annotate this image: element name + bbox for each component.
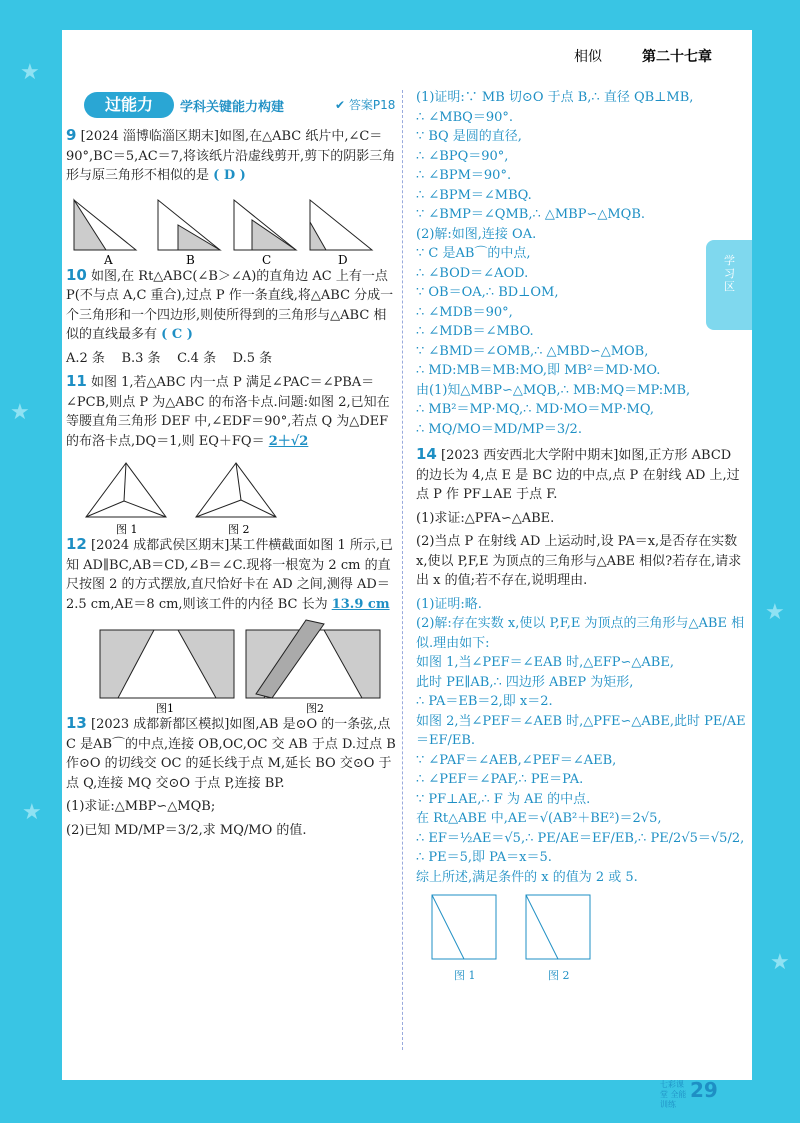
solution-line: ∴ ∠BPQ＝90°, bbox=[416, 148, 509, 164]
solution-13 bbox=[416, 88, 746, 439]
solution-line: ∵ BQ 是圆的直径, bbox=[416, 129, 522, 144]
figure-q11 bbox=[66, 455, 386, 535]
solution-line: (1)证明:略. bbox=[416, 596, 482, 612]
banner-badge: 过能力 bbox=[84, 92, 174, 118]
star-icon: ★ bbox=[22, 800, 42, 825]
solution-line: ∴ MQ/MO＝MD/MP＝3/2. bbox=[416, 421, 582, 437]
solution-line: 如图 1,当∠PEF＝∠EAB 时,△EFP∽△ABE, bbox=[416, 655, 674, 670]
solution-line: ∴ ∠PEF＝∠PAF,∴ PE＝PA. bbox=[416, 772, 584, 787]
solution-line: ∵ OB＝OA,∴ BD⊥OM, bbox=[416, 285, 559, 300]
figure-q12 bbox=[66, 618, 396, 714]
solution-line: ∴ ∠BOD＝∠AOD. bbox=[416, 265, 529, 281]
fig-label: A bbox=[104, 252, 113, 266]
solution-line: ∵ ∠BMP＝∠QMB,∴ △MBP∽△MQB. bbox=[416, 207, 646, 222]
banner-subtitle: 学科关键能力构建 bbox=[180, 100, 285, 115]
solution-14 bbox=[416, 595, 746, 888]
question-14-part1: (1)求证:△PFA∽△ABE. bbox=[416, 510, 555, 526]
solution-line: ∵ PF⊥AE,∴ F 为 AE 的中点. bbox=[416, 791, 591, 807]
solution-line: ∴ ∠MDB＝90°, bbox=[416, 304, 513, 320]
svg-text:图 2: 图 2 bbox=[548, 969, 570, 982]
solution-line: ∴ ∠BPM＝∠MBQ. bbox=[416, 187, 532, 203]
solution-line: ∴ MD:MB＝MB:MO,即 MB²＝MD·MO. bbox=[416, 363, 661, 378]
question-10-options: A.2 条 B.3 条 C.4 条 D.5 条 bbox=[66, 350, 273, 366]
fig-label: B bbox=[186, 252, 195, 266]
question-13-part1: (1)求证:△MBP∽△MQB; bbox=[66, 799, 216, 814]
solution-line: (1)证明:∵ MB 切⊙O 于点 B,∴ 直径 QB⊥MB, bbox=[416, 90, 694, 105]
figure-q9 bbox=[66, 190, 386, 266]
solution-line: ∵ C 是AB⌒的中点, bbox=[416, 246, 531, 261]
star-icon: ★ bbox=[765, 600, 785, 625]
question-13: 13 [2023 成都新都区模拟]如图,AB 是⊙O 的一条弦,点 C 是AB⌒的中点,连接 OB,OC,OC 交 AB 于点 D.过点 B 作⊙O 的切线交 OC 的延长线于点 M,延长 BO 交⊙O 于点 Q,连接 MQ 交⊙O 于点 P,连接 BP. bbox=[66, 714, 400, 791]
solution-line: ∴ PA＝EB＝2,即 x＝2. bbox=[416, 694, 553, 709]
question-12: 12 [2024 成都武侯区期末]某工件横截面如图 1 所示,已知 AD∥BC,AB＝CD,∠B＝∠C.现将一根宽为 2 cm 的直尺按图 2 的方式摆放,直尺恰好卡在 AD 之间,测得 AD＝2.5 cm,AE＝8 cm,则该工件的内径 BC 长为 13.9 cm bbox=[66, 535, 394, 612]
solution-line: ∵ ∠PAF＝∠AEB,∠PEF＝∠AEB, bbox=[416, 752, 617, 768]
star-icon: ★ bbox=[10, 400, 30, 425]
column-divider bbox=[402, 90, 403, 1050]
solution-line: ∴ MB²＝MP·MQ,∴ MD·MO＝MP·MQ, bbox=[416, 402, 655, 417]
solution-line: ∴ ∠MBQ＝90°. bbox=[416, 109, 513, 125]
chapter-title: 第二十七章 bbox=[642, 49, 712, 65]
fig-label: C bbox=[262, 252, 272, 266]
page-header bbox=[62, 30, 752, 85]
solution-line: ∴ PE＝5,即 PA＝x＝5. bbox=[416, 850, 552, 865]
section-title: 相似 bbox=[574, 49, 602, 65]
solution-line: ∴ ∠BPM＝90°. bbox=[416, 168, 512, 183]
page-mark: 七彩课堂 全能训练 bbox=[660, 1080, 687, 1109]
star-icon: ★ bbox=[20, 60, 40, 85]
solution-line: ∴ ∠MDB＝∠MBO. bbox=[416, 324, 534, 339]
solution-line: (2)解:如图,连接 OA. bbox=[416, 226, 537, 242]
fig-label: D bbox=[338, 252, 348, 266]
solution-line: (2)解:存在实数 x,使以 P,F,E 为顶点的三角形与△ABE 相似.理由如下: bbox=[416, 616, 745, 651]
solution-line: 如图 2,当∠PEF＝∠AEB 时,△PFE∽△ABE,此时 PE/AE＝EF/EB. bbox=[416, 713, 746, 748]
solution-line: 综上所述,满足条件的 x 的值为 2 或 5. bbox=[416, 869, 638, 885]
answer-ref: ✔ 答案P18 bbox=[335, 98, 396, 112]
page-number: 29 bbox=[690, 1078, 718, 1102]
question-14-part2: (2)当点 P 在射线 AD 上运动时,设 PA＝x,是否存在实数 x,使以 P,F,E 为顶点的三角形与△ABE 相似?若存在,请求出 x 的值;若不存在,说明理由. bbox=[416, 534, 742, 588]
solution-line: ∴ EF＝½AE＝√5,∴ PE/AE＝EF/EB,∴ PE/2√5＝√5/2, bbox=[416, 830, 745, 846]
svg-text:图 1: 图 1 bbox=[116, 523, 138, 535]
solution-line: 在 Rt△ABE 中,AE＝√(AB²＋BE²)＝2√5, bbox=[416, 811, 662, 826]
svg-text:图2: 图2 bbox=[306, 702, 324, 714]
svg-text:图 2: 图 2 bbox=[228, 523, 250, 535]
left-column bbox=[66, 126, 400, 844]
question-14: 14 [2023 西安西北大学附中期末]如图,正方形 ABCD 的边长为 4,点 E 是 BC 边的中点,点 P 在射线 AD 上,过点 P 作 PF⊥AE 于点 F. bbox=[416, 445, 740, 502]
solution-line: ∵ ∠BMD＝∠OMB,∴ △MBD∽△MOB, bbox=[416, 343, 649, 359]
question-10: 10 如图,在 Rt△ABC(∠B＞∠A)的直角边 AC 上有一点 P(不与点 A,C 重合),过点 P 作一条直线,将△ABC 分成一个三角形和一个四边形,则使所得到的三角形与△ABC 相似的直线最多有 ( C ) bbox=[66, 265, 394, 342]
right-column bbox=[416, 88, 746, 987]
figure-q14-solution bbox=[416, 887, 616, 987]
solution-line: 此时 PE∥AB,∴ 四边形 ABEP 为矩形, bbox=[416, 674, 634, 690]
solution-line: 由(1)知△MBP∽△MQB,∴ MB:MQ＝MP:MB, bbox=[416, 382, 691, 398]
question-13-part2: (2)已知 MD/MP＝3/2,求 MQ/MO 的值. bbox=[66, 822, 307, 838]
svg-text:图 1: 图 1 bbox=[454, 969, 476, 982]
question-9: 9 [2024 淄博临淄区期末]如图,在△ABC 纸片中,∠C＝90°,BC＝5,AC＝7,将该纸片沿虚线剪开,剪下的阴影三角形与原三角形不相似的是 ( D ) bbox=[66, 126, 396, 183]
question-11: 11 如图 1,若△ABC 内一点 P 满足∠PAC＝∠PBA＝∠PCB,则点 P 为△ABC 的布洛卡点.问题:如图 2,已知在等腰直角三角形 DEF 中,∠EDF＝90°,若点 Q 为△DEF 的布洛卡点,DQ＝1,则 EQ＋FQ＝ 2＋√2 bbox=[66, 372, 393, 449]
star-icon: ★ bbox=[770, 950, 790, 975]
side-tab: 学习区 bbox=[706, 240, 752, 330]
svg-text:图1: 图1 bbox=[156, 702, 174, 714]
